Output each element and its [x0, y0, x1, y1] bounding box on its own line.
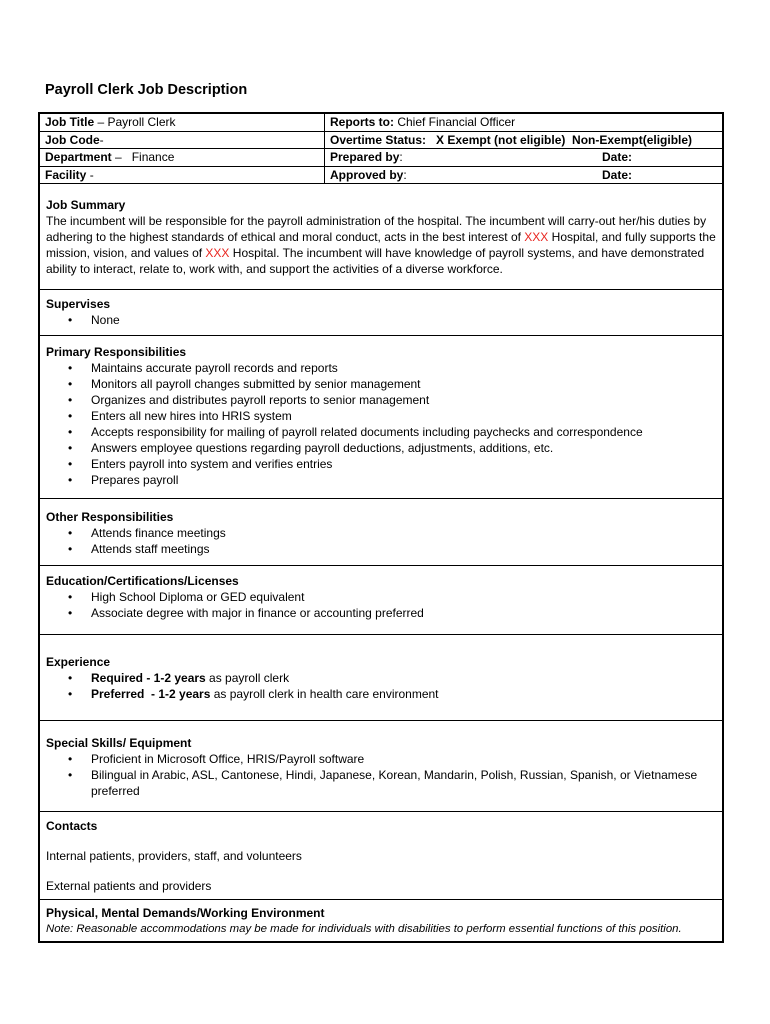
supervises-section	[40, 289, 722, 335]
list-item: • Accepts responsibility for mailing of payroll related documents including paychecks and correspondence	[91, 424, 716, 440]
job-summary-title: Job Summary	[46, 198, 126, 212]
other-responsibilities-list	[46, 525, 716, 557]
experience-list	[46, 670, 716, 702]
overtime-status-row	[325, 131, 722, 149]
list-item: • Bilingual in Arabic, ASL, Cantonese, Hindi, Japanese, Korean, Mandarin, Polish, Russian, Spanish, or Vietnamese preferred	[91, 767, 716, 799]
approved-by-value: :	[403, 167, 407, 182]
job-code-label: Job Code	[45, 132, 100, 147]
education-section	[40, 565, 722, 634]
accommodation-note: Note: Reasonable accommodations may be made for individuals with disabilities to perform essential functions of this position.	[46, 923, 682, 935]
department-sep: –	[111, 150, 132, 164]
special-skills-list	[46, 751, 716, 799]
reports-to-value: Chief Financial Officer	[394, 115, 516, 129]
header-left-column	[40, 114, 325, 183]
prepared-date-label: Date:	[601, 150, 632, 164]
job-title-row	[40, 114, 324, 131]
list-item: • Required - 1-2 years as payroll clerk	[91, 670, 716, 686]
list-item: • Enters payroll into system and verifies entries	[91, 456, 716, 472]
list-item: • None	[91, 312, 716, 328]
list-item: • Attends staff meetings	[91, 541, 716, 557]
list-item: • Attends finance meetings	[91, 525, 716, 541]
facility-label: Facility	[45, 167, 87, 182]
job-description-table	[38, 112, 724, 943]
list-item: • Preferred - 1-2 years as payroll clerk in health care environment	[91, 686, 716, 702]
facility-row	[40, 166, 324, 184]
page-title: Payroll Clerk Job Description	[45, 82, 248, 98]
list-item: • Associate degree with major in finance or accounting preferred	[91, 605, 716, 621]
hospital-name-placeholder: XXX	[524, 230, 549, 244]
department-label: Department	[45, 150, 112, 164]
contacts-title: Contacts	[46, 819, 98, 833]
education-title: Education/Certifications/Licenses	[46, 574, 239, 588]
contacts-internal: Internal patients, providers, staff, and volunteers	[46, 849, 302, 863]
job-code-sep: -	[99, 132, 104, 147]
primary-responsibilities-section	[40, 335, 722, 498]
primary-responsibilities-list	[46, 360, 716, 488]
list-item: • Monitors all payroll changes submitted by senior management	[91, 376, 716, 392]
contacts-section	[40, 811, 722, 899]
department-row	[40, 148, 324, 166]
reports-to-row	[325, 114, 722, 131]
reports-to-label: Reports to:	[330, 115, 394, 129]
header-grid	[40, 114, 722, 184]
contacts-external: External patients and providers	[46, 879, 212, 893]
supervises-list	[46, 312, 716, 328]
education-list	[46, 589, 716, 621]
approved-date-label: Date:	[601, 167, 632, 182]
experience-section	[40, 634, 722, 720]
prepared-by-label: Prepared by	[330, 150, 400, 164]
job-title-label: Job Title	[45, 115, 95, 129]
list-item: • Proficient in Microsoft Office, HRIS/Payroll software	[91, 751, 716, 767]
list-item: • High School Diploma or GED equivalent	[91, 589, 716, 605]
special-skills-title: Special Skills/ Equipment	[46, 736, 192, 750]
approved-by-label: Approved by	[330, 167, 404, 182]
list-item: • Maintains accurate payroll records and reports	[91, 360, 716, 376]
overtime-status-label: Overtime Status: X Exempt (not eligible) Non-Exempt(eligible)	[330, 132, 693, 147]
job-title-sep: –	[94, 115, 108, 129]
facility-sep: -	[86, 167, 94, 182]
job-summary-section	[40, 184, 722, 289]
list-item: • Prepares payroll	[91, 472, 716, 488]
physical-demands-title: Physical, Mental Demands/Working Environment	[46, 906, 325, 920]
special-skills-section	[40, 720, 722, 811]
prepared-by-value: :	[399, 150, 403, 164]
list-item: • Enters all new hires into HRIS system	[91, 408, 716, 424]
supervises-title: Supervises	[46, 297, 111, 311]
department-value: Finance	[131, 150, 175, 164]
header-right-column	[325, 114, 722, 183]
prepared-by-row	[325, 148, 722, 166]
other-responsibilities-title: Other Responsibilities	[46, 510, 174, 524]
list-item: • Organizes and distributes payroll reports to senior management	[91, 392, 716, 408]
approved-by-row	[325, 166, 722, 184]
physical-demands-section	[40, 899, 722, 941]
primary-responsibilities-title: Primary Responsibilities	[46, 345, 187, 359]
job-title-value: Payroll Clerk	[107, 115, 176, 129]
experience-title: Experience	[46, 655, 111, 669]
hospital-name-placeholder: XXX	[205, 246, 230, 260]
job-code-row	[40, 131, 324, 149]
other-responsibilities-section	[40, 498, 722, 565]
job-summary-text: The incumbent will be responsible for the payroll administration of the hospital. The incumbent will carry-out her/his duties by adhering to the highest standards of ethical and moral conduct, acts in the best interest of XXX Hospital, and fully supports the mission, vision, and values of XXX Hospital. The incumbent will have knowledge of payroll systems, and have demonstrated ability to interact, relate to, work with, and support the activities of a diverse workforce.	[46, 214, 716, 276]
list-item: • Answers employee questions regarding payroll deductions, adjustments, additions, etc.	[91, 440, 716, 456]
